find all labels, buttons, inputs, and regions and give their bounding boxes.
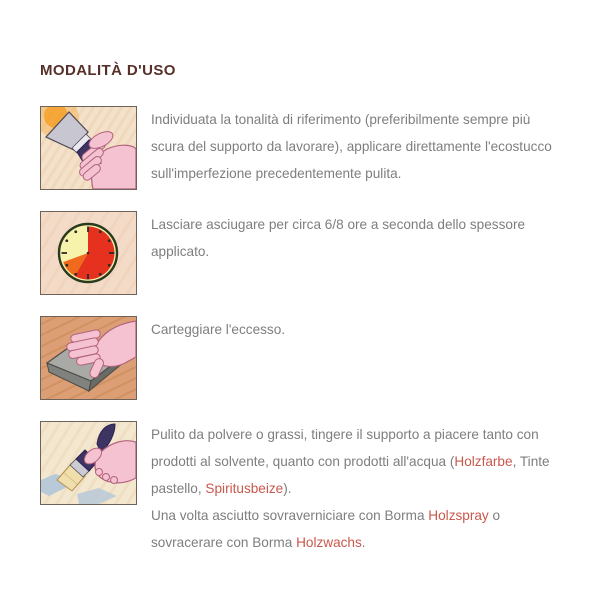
text-run: Pulito da polvere o grassi, tingere il supporto a piacere tanto con prodotti al solvente, quanto con prodotti all'acqua ( <box>151 427 539 469</box>
link-spiritusbeize[interactable]: Spiritusbeize <box>205 481 284 496</box>
drying-clock-icon <box>40 211 137 295</box>
text-run: . <box>361 535 366 550</box>
step-row-finishing <box>40 421 570 556</box>
step-text <box>151 421 561 556</box>
step-row-drying <box>40 211 570 295</box>
sanding-block-icon <box>40 316 137 400</box>
putty-knife-icon <box>40 106 137 190</box>
text-run: , Tinte pastello, <box>151 454 550 496</box>
text-run: Una volta asciutto sovraverniciare con Borma <box>151 508 429 523</box>
text-run: o sovracerare con Borma <box>151 508 501 550</box>
text-run: Lasciare asciugare per circa 6/8 ore a seconda dello spessore applicato. <box>151 217 526 259</box>
step-row-sanding <box>40 316 570 400</box>
step-text <box>151 316 561 343</box>
text-run: Carteggiare l'eccesso. <box>151 322 286 337</box>
link-holzspray[interactable]: Holzspray <box>428 508 489 523</box>
page-title: MODALITÀ D'USO <box>40 62 176 79</box>
step-text <box>151 211 561 265</box>
text-run: Individuata la tonalità di riferimento (preferibilmente sempre più scura del supporto da lavorare), applicare direttamente l'ecostucco sull'imperfezione precedentemente pulita. <box>151 112 552 181</box>
link-holzfarbe[interactable]: Holzfarbe <box>454 454 513 469</box>
step-text <box>151 106 561 187</box>
step-row-apply-filler <box>40 106 570 190</box>
paint-brush-icon <box>40 421 137 505</box>
text-run: ). <box>283 481 292 496</box>
link-holzwachs[interactable]: Holzwachs <box>296 535 362 550</box>
